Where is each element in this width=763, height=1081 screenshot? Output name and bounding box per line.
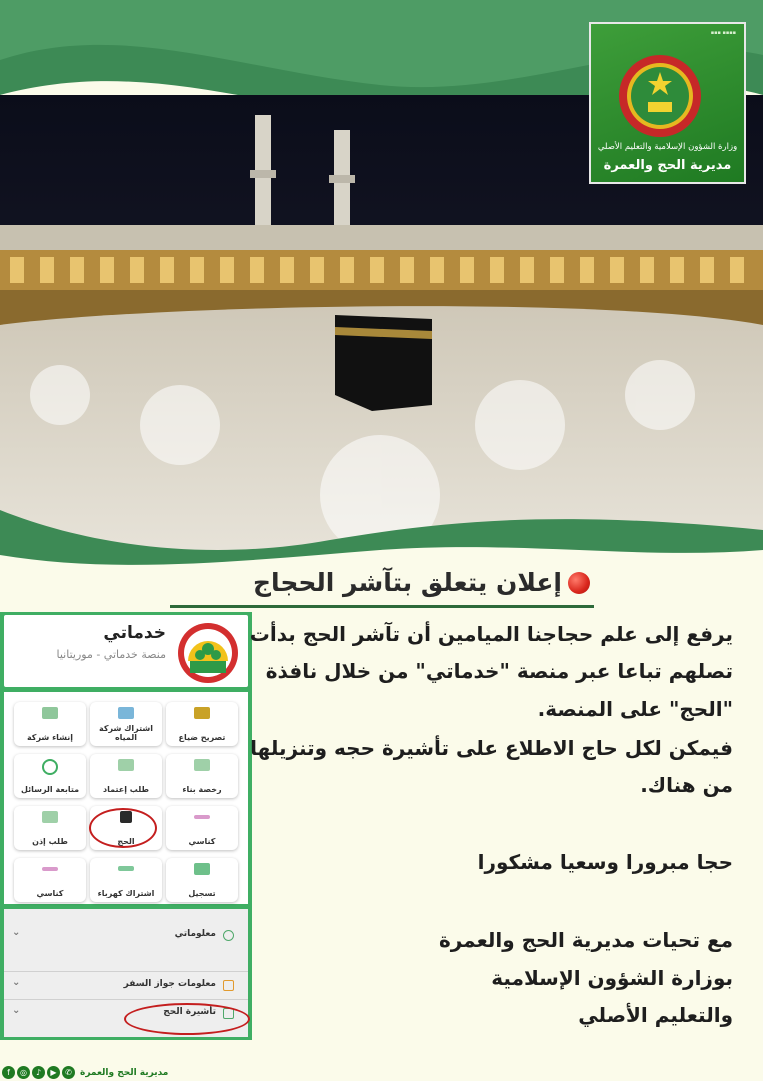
signoff-line-2: بوزارة الشؤون الإسلامية bbox=[491, 966, 733, 990]
electricity-icon bbox=[118, 866, 134, 871]
tile-message-tracking[interactable] bbox=[14, 754, 86, 798]
tile-loss-declaration[interactable] bbox=[166, 702, 238, 746]
facebook-icon[interactable]: f bbox=[2, 1066, 15, 1079]
body-line-2: تصلهم تباعا عبر منصة "خدماتي" من خلال نافذة bbox=[265, 659, 733, 683]
certificate-icon bbox=[118, 759, 134, 771]
menu-label: معلومات جواز السفر bbox=[123, 979, 216, 989]
register-icon bbox=[194, 863, 210, 875]
footer-text: مديرية الحج والعمرة bbox=[80, 1067, 169, 1078]
ministry-logo bbox=[589, 22, 746, 184]
whatsapp-icon[interactable]: ✆ bbox=[62, 1066, 75, 1079]
logo-ministry-text: وزارة الشؤون الإسلامية والتعليم الأصلي bbox=[597, 142, 738, 152]
tiktok-icon[interactable]: ♪ bbox=[32, 1066, 45, 1079]
app-screenshot bbox=[0, 612, 252, 1040]
chevron-down-icon: ⌄ bbox=[12, 1005, 21, 1016]
youtube-icon[interactable]: ▶ bbox=[47, 1066, 60, 1079]
permit-icon bbox=[42, 811, 58, 823]
app-title: خدماتي bbox=[103, 623, 166, 643]
document-icon bbox=[194, 707, 210, 719]
tile-label: اشتراك كهرباء bbox=[97, 889, 155, 898]
hajj-highlight-circle bbox=[89, 808, 157, 848]
services-grid bbox=[4, 692, 248, 904]
tile-accreditation-request[interactable] bbox=[90, 754, 162, 798]
chevron-down-icon: ⌄ bbox=[12, 927, 21, 938]
messages-icon bbox=[42, 759, 58, 775]
tile-label: كناسي bbox=[188, 837, 216, 846]
logo-icon bbox=[194, 815, 210, 819]
red-circle-icon bbox=[568, 572, 590, 594]
headline-text: إعلان يتعلق بتآشر الحجاج bbox=[252, 568, 562, 597]
tile-label: متابعة الرسائل bbox=[20, 785, 80, 794]
tile-label: رخصة بناء bbox=[182, 785, 222, 794]
body-line-3: "الحج" على المنصة. bbox=[537, 697, 733, 721]
menu-item-passport-info[interactable] bbox=[4, 975, 248, 997]
app-subtitle: منصة خدماتي - موريتانيا bbox=[56, 648, 166, 661]
tile-water-subscription[interactable] bbox=[90, 702, 162, 746]
logo-icon bbox=[42, 867, 58, 871]
tile-label: اشتراك شركة المياه bbox=[98, 724, 154, 742]
passport-icon bbox=[223, 980, 234, 991]
menu-item-my-info[interactable] bbox=[4, 925, 248, 947]
headline-underline bbox=[170, 605, 594, 608]
app-header bbox=[4, 615, 248, 687]
tile-permission-request[interactable] bbox=[14, 806, 86, 850]
tile-label: طلب إعتماد bbox=[103, 785, 149, 794]
menu-divider bbox=[4, 971, 248, 972]
company-icon bbox=[42, 707, 58, 719]
tile-create-company[interactable] bbox=[14, 702, 86, 746]
signoff-line-3: والتعليم الأصلي bbox=[578, 1003, 733, 1027]
body-line-4: فيمكن لكل حاج الاطلاع على تأشيرة حجه وتنزيلها bbox=[250, 736, 733, 760]
tile-electricity-subscription[interactable] bbox=[90, 858, 162, 902]
tile-label: الحج bbox=[117, 837, 135, 846]
logo-small-text: ▪▪▪ ▪▪▪▪ bbox=[710, 30, 736, 36]
logo-directorate-text: مديرية الحج والعمرة bbox=[603, 158, 732, 173]
tile-registration[interactable] bbox=[166, 858, 238, 902]
tile-label: طلب إذن bbox=[32, 837, 68, 846]
user-icon bbox=[223, 930, 234, 941]
tile-label: تسجيل bbox=[188, 889, 216, 898]
tile-kanasi-2[interactable] bbox=[14, 858, 86, 902]
mauritania-seal-icon bbox=[618, 54, 702, 138]
menu-divider bbox=[4, 999, 248, 1000]
building-icon bbox=[194, 759, 210, 771]
tile-label: كناسي bbox=[36, 889, 64, 898]
visa-highlight-circle bbox=[124, 1003, 250, 1035]
body-line-5: من هناك. bbox=[640, 773, 733, 797]
tile-building-permit[interactable] bbox=[166, 754, 238, 798]
body-line-1: يرفع إلى علم حجاجنا الميامين أن تآشر الحج بدأت bbox=[249, 622, 733, 646]
chevron-down-icon: ⌄ bbox=[12, 977, 21, 988]
tile-kanasi-1[interactable] bbox=[166, 806, 238, 850]
tile-label: إنشاء شركة bbox=[26, 733, 74, 742]
announcement-headline bbox=[195, 568, 590, 604]
footer bbox=[2, 1062, 168, 1078]
khadamati-logo-icon bbox=[176, 621, 240, 685]
water-icon bbox=[118, 707, 134, 719]
tile-label: تصريح ضياع bbox=[178, 733, 226, 742]
signoff-line-1: مع تحيات مديرية الحج والعمرة bbox=[438, 928, 733, 952]
menu-label: معلوماتي bbox=[174, 929, 216, 939]
menu-label: تأشيرة الحج bbox=[163, 1007, 216, 1017]
greeting: حجا مبرورا وسعيا مشكورا bbox=[477, 850, 733, 874]
instagram-icon[interactable]: ◎ bbox=[17, 1066, 30, 1079]
